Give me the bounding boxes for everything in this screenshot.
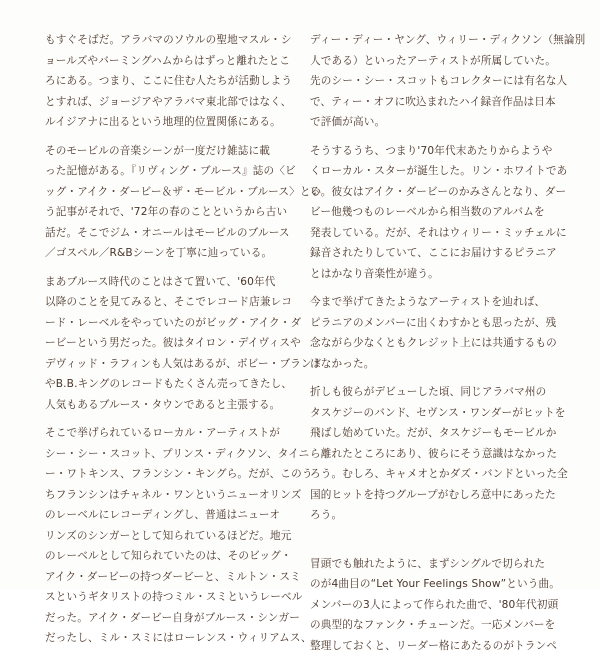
text-line: 先のシー・シー・スコットもコレクターには有名な人 [310,75,568,87]
text-line: メンバーの3人によって作られた曲で、'80年代初頭 [310,598,559,611]
text-line: そのモービルの音楽シーンが一度だけ雑誌に載 [45,144,270,157]
text-line: 飛ばし始めていた。だが、タスケジーもモービルか [310,427,557,439]
text-line: だった。アイク・ダービー自身がブルース・シンガー [45,611,301,624]
text-line: ッグ・アイク・ダービー＆ザ・モービル・ブルース〉とい [45,185,322,198]
text-line: ピラニアのメンバーに出くわすかとも思ったが、残 [310,316,557,329]
text-line: で、ティー・オフに吹込まれたハイ録音作品は日本 [310,95,556,108]
paragraph [45,30,293,133]
text-line: ビー他幾つものレーベルから相当数のアルバムを [310,206,545,218]
text-line: 録音されたりしていて、ここにお届けするピラニア [310,247,557,259]
text-line: 今まで挙げてきたようなアーティストを辿れば、 [310,296,546,308]
paragraph [45,272,323,416]
right-column [310,30,586,664]
text-line: 折しも彼らがデビューした頃、同じアラバマ州の [310,386,547,398]
text-line: ョールズやバーミングハムからはずっと離れたとこ [45,54,291,67]
text-line: とすれば、ジョージアやアラバマ東北部ではなく、 [45,95,292,108]
text-line: ／ゴスペル／R&Bシーンを丁寧に辿っている。 [45,247,273,259]
text-line: だったし、ミル・スミにはローレンス・ウィリアムス、 [45,632,312,644]
text-line: 念ながら少なくともクレジット上には共通するもの [310,337,557,349]
text-line: 以降のことを見てみると、そこでレコード店兼レコ [45,296,293,308]
section-break [310,534,555,554]
text-line: のが4曲目の“Let Your Feelings Show”という曲。 [310,578,560,590]
text-line: はなかった。 [310,357,375,370]
paragraph [310,292,555,374]
paragraph [310,554,560,657]
text-line: シー・シー・スコット、プリンス・ディクソン、タイニ [45,447,310,460]
paragraph [310,382,568,526]
text-line: ード・レーベルをやっていたのがビッグ・アイク・ダ [45,316,302,329]
text-line: そこで挙げられているローカル・アーティストが [45,427,280,439]
text-line: とはかなり音楽性が違う。 [310,267,439,280]
text-line: ろう。むしろ、キャメオとかダズ・バンドといった全 [310,468,568,480]
paragraph [45,423,313,649]
text-line: 発表している。だが、それはウィリー・ミッチェルに [310,226,567,239]
text-line: 人である）といったアーティストが所属していた。 [310,54,556,67]
text-line: ー・ワトキンス、フランシン・キングら。だが、このう [45,468,313,480]
text-line: 人気もあるブルース・タウンであると主張する。 [45,398,281,411]
paragraph [45,141,322,264]
text-line: 話だ。そこでジム・オニールはモービルのブルース [45,226,290,239]
text-line: ルイジアナに出るという地理的位置関係にある。 [45,116,281,128]
text-line: まあブルース時代のことはさて置いて、'60年代 [45,275,276,288]
text-line: ら離れたところにあり、彼らにそう意識はなかった [310,447,558,460]
text-line: スというギタリストの持つミル・スミというレーベル [45,591,303,603]
text-line: 冒頭でも触れたように、まずシングルで切られた [310,557,546,570]
text-line: 整理しておくと、リーダー格にあたるのがトランペ [310,639,558,652]
text-line: の典型的なファンク・チューンだ。一応メンバーを [310,619,556,631]
text-line: デヴィッド・ラフィンも人気はあるが、ボビー・ブランド [45,357,323,370]
text-line: で評価が高い。 [310,116,386,128]
text-line: ろにある。つまり、ここに住む人たちが活動しよう [45,75,293,87]
text-line: もすぐそばだ。アラバマのソウルの聖地マスル・シ [45,34,292,46]
text-line: る。彼女はアイク・ダービーのかみさんとなり、ダー [310,185,567,198]
text-line: タスケジーのバンド、セヴンス・ワンダーがヒットを [310,406,566,419]
text-line: ちフランシンはチャネル・ワンというニューオリンズ [45,488,302,501]
left-column [45,30,323,657]
paragraph [310,141,568,285]
paragraph [310,30,586,133]
text-line: ービーという男だった。彼はタイロン・デイヴィスや [45,337,301,349]
text-line: やB.B.キングのレコードもたくさん売ってきたし、 [45,378,293,390]
text-line: アイク・ダービーの持つダービーと、ミルトン・スミ [45,570,301,583]
text-line: のレーベルとして知られていたのは、そのビッグ・ [45,550,292,562]
text-line: のレーベルにレコーディングし、普通はニューオ [45,509,281,521]
text-line: う記事がそれで、'72年の春のことというから古い [45,206,288,218]
text-line: 国的ヒットを持つグループがむしろ意中にあったた [310,488,556,501]
text-line: った記憶がある。『リヴィング・ブルース』誌の〈ビ [45,165,296,177]
text-line: リンズのシンガーとして知られているほどだ。地元 [45,529,292,542]
text-line: そうするうち、つまり'70年代末あたりからようや [310,144,553,157]
text-line: ろう。 [310,509,343,521]
text-line: くローカル・スターが誕生した。リン・ホワイトであ [310,165,568,177]
text-line: ディー・ディー・ヤング、ウィリー・ディクソン（無論別 [310,34,586,46]
